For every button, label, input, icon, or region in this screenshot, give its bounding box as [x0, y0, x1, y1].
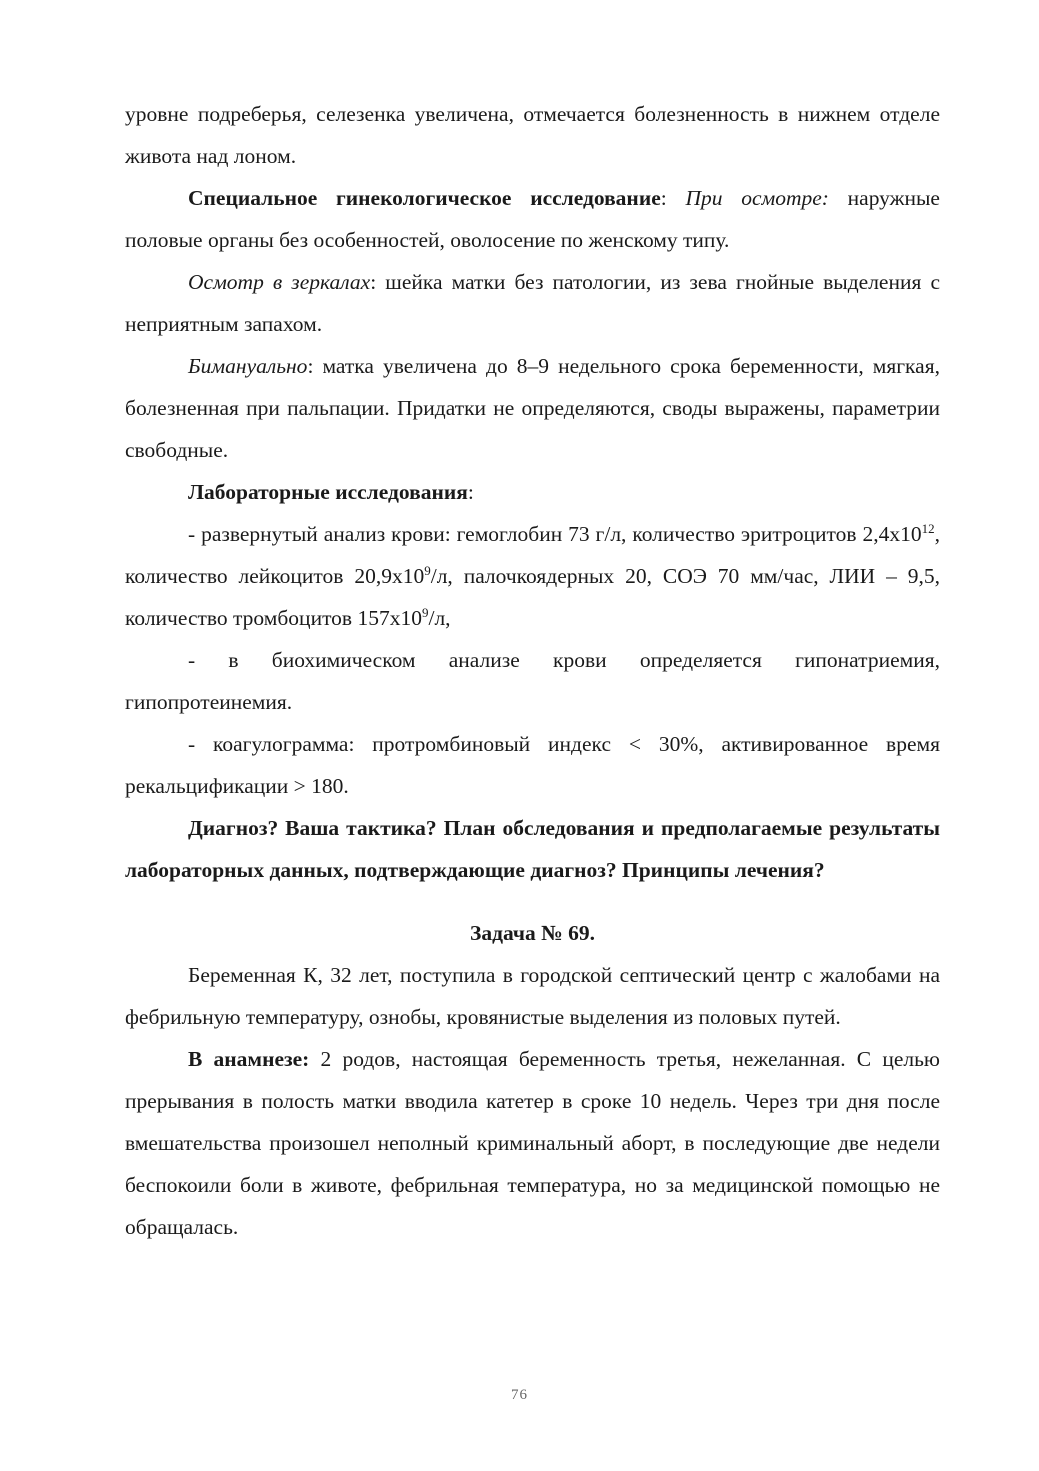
superscript: 12: [921, 521, 935, 536]
document-page: [125, 93, 940, 1248]
paragraph-bimanual: [125, 345, 940, 471]
paragraph-pregnant: Беременная К, 32 лет, поступила в городской септический центр с жалобами на фебрильную температуру, ознобы, кровянистые выделения из половых путей.: [125, 963, 940, 1029]
heading-lab: Лабораторные исследования: [188, 480, 468, 504]
task-title-text: Задача № 69.: [470, 921, 595, 945]
text-speculum: : шейка матки без патологии, из зева гнойные выделения с неприятным запахом.: [125, 270, 940, 336]
text-blood-4: /л,: [428, 606, 451, 630]
colon: :: [660, 186, 686, 210]
paragraph-questions: [125, 807, 940, 891]
text-anamnesis: 2 родов, настоящая беременность третья, нежеланная. С целью прерывания в полость матки вводила катетер в сроке 10 недель. Через три дня после вмешательства произошел неполный криминальный аборт, в последующие две недели беспокоили боли в животе, фебрильная температура, но за медицинской помощью не обращалась.: [125, 1047, 940, 1239]
italic-speculum: Осмотр в зеркалах: [188, 270, 371, 294]
paragraph-1: уровне подреберья, селезенка увеличена, отмечается болезненность в нижнем отделе живота над лоном.: [125, 102, 940, 168]
italic-inspection: При осмотре:: [685, 186, 829, 210]
superscript: 9: [421, 605, 429, 620]
paragraph-biochem: - в биохимическом анализе крови определяется гипонатриемия, гипопротеинемия.: [125, 648, 940, 714]
superscript: 9: [424, 563, 431, 578]
page-number: 76: [511, 1387, 528, 1403]
task-title: [125, 912, 940, 954]
text-inspection: наружные половые органы без особенностей, оволосение по женскому типу.: [125, 186, 940, 252]
colon: :: [467, 480, 474, 504]
text-bimanual: : матка увеличена до 8–9 недельного срока беременности, мягкая, болезненная при пальпации. Придатки не определяются, своды выражены, параметрии свободные.: [125, 354, 940, 462]
paragraph-lab-heading: [125, 471, 940, 513]
questions-text: Диагноз? Ваша тактика? План обследования и предполагаемые результаты лабораторных данных, подтверждающие диагноз? Принципы лечения?: [125, 816, 940, 882]
paragraph-coagulogram: - коагулограмма: протромбиновый индекс < 30%, активированное время рекальцификации > 180.: [125, 732, 940, 798]
paragraph-anamnesis: [125, 1038, 940, 1248]
italic-bimanual: Бимануально: [188, 354, 308, 378]
text-blood-1: - развернутый анализ крови: гемоглобин 73 г/л, количество эритроцитов 2,4х10: [188, 522, 922, 546]
paragraph-gyn-exam: [125, 177, 940, 261]
text-blood-3: /л, палочкоядерных 20, СОЭ 70 мм/час, ЛИИ – 9,5, количество тромбоцитов 157х10: [125, 564, 940, 630]
text-blood-2: , количество лейкоцитов 20,9х10: [125, 522, 940, 588]
paragraph-blood-test: [125, 513, 940, 639]
heading-gyn-exam: Специальное гинекологическое исследование: [188, 186, 661, 210]
heading-anamnesis: В анамнезе:: [188, 1047, 310, 1071]
paragraph-speculum: [125, 261, 940, 345]
